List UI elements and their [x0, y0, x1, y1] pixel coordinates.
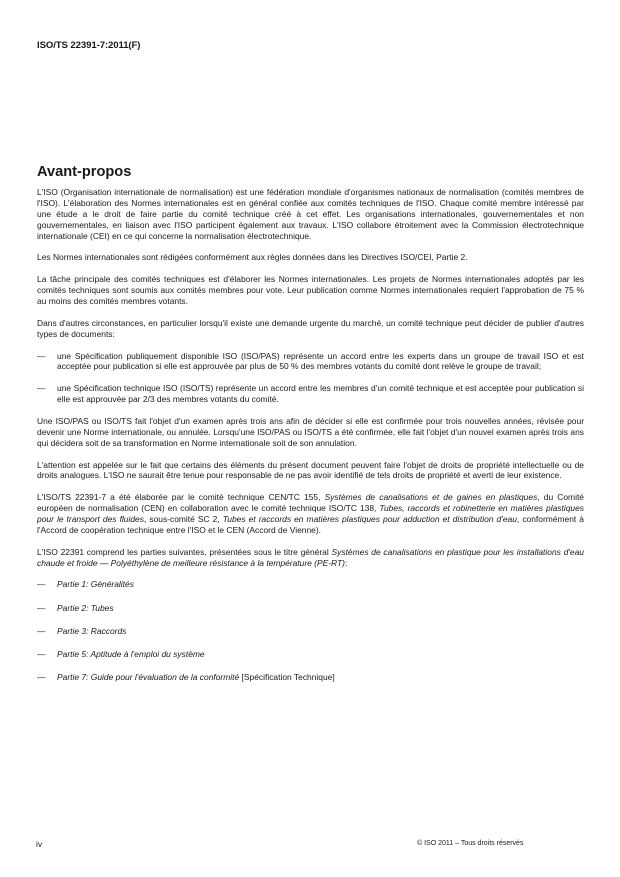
text-run: L'ISO 22391 comprend les parties suivantes, présentées sous le titre général	[37, 546, 332, 557]
part-label: Partie 7: Guide pour l'évaluation de la conformité	[57, 671, 240, 682]
part-label: Partie 2: Tubes	[57, 602, 114, 613]
committee-title: Systèmes de canalisations et de gaines en plastiques	[324, 492, 538, 503]
list-item-iso-ts	[37, 383, 584, 405]
text-run: , conformément à l'Accord de coopération technique entre l'ISO et le CEN (Accord de Vienne).	[37, 514, 584, 535]
dash-bullet: —	[37, 383, 46, 394]
paragraph-iso-intro: L'ISO (Organisation internationale de normalisation) est une fédération mondiale d'organismes nationaux de normalisation (comités membres de l'ISO). L'élaboration des Normes internationales est en général confiée aux comités techniques de l'ISO. Chaque comité membre intéressé par une étude a le droit de faire partie du comité technique créé à cet effet. Les organisations internationales, gouvernementales et non gouvernementales, en liaison avec l'ISO participent également aux travaux. L'ISO collabore étroitement avec la Commission électrotechnique internationale (CEI) en ce qui concerne la normalisation électrotechnique.	[37, 187, 584, 241]
dash-bullet: —	[37, 648, 46, 659]
general-title: Systèmes de canalisations en plastique pour les installations d'eau chaude et froide — Polyéthylène de meilleure résistance à la température (PE-RT)	[37, 546, 584, 568]
text-run: , du Comité européen de normalisation (CEN) en collaboration avec le comité technique ISO/TC 138,	[37, 492, 584, 514]
part-label: Partie 1: Généralités	[57, 579, 134, 590]
subcommittee-title: Tubes et raccords en matières plastiques pour adduction et distribution d'eau	[222, 514, 517, 525]
paragraph-review: Une ISO/PAS ou ISO/TS fait l'objet d'un examen après trois ans afin de décider si elle est confirmée pour trois nouvelles années, révisée pour devenir une Norme internationale, ou annulée. Lorsqu'une ISO/PAS ou ISO/TS a été confirmée, elle fait l'objet d'un nouvel examen après trois ans qui décidera soit de sa transformation en Norme internationale soit de son annulation.	[37, 415, 584, 448]
text-run: :	[344, 557, 348, 568]
paragraph-other-documents: Dans d'autres circonstances, en particulier lorsqu'il existe une demande urgente du marché, un comité technique peut décider de publier d'autres types de documents:	[37, 317, 584, 339]
section-title: Avant-propos	[37, 164, 132, 180]
foreword-body	[37, 187, 584, 695]
committee-title: Tubes, raccords et robinetterie en matières plastiques pour le transport des fluides	[37, 503, 584, 525]
dash-bullet: —	[37, 579, 46, 590]
part-label: Partie 3: Raccords	[57, 625, 127, 636]
paragraph-main-task: La tâche principale des comités techniques est d'élaborer les Normes internationales. Les projets de Normes internationales adoptés par les comités techniques sont soumis aux comités membres pour vote. Leur publication comme Normes internationales requiert l'approbation de 75 % au moins des comités membres votants.	[37, 274, 584, 307]
paragraph-prepared-by	[37, 492, 584, 536]
text-run: L'ISO/TS 22391-7 a été élaborée par le comité technique CEN/TC 155,	[37, 492, 325, 503]
list-item-text: une Spécification technique ISO (ISO/TS) représente un accord entre les membres d'un comité technique et est acceptée pour publication si elle est approuvée par 2/3 des membres votants du comité.	[57, 383, 584, 405]
list-item-part-7	[37, 672, 584, 683]
dash-bullet: —	[37, 602, 46, 613]
copyright-notice: © ISO 2011 – Tous droits réservés	[417, 840, 524, 847]
paragraph-patent-rights: L'attention est appelée sur le fait que certains des éléments du présent document peuvent faire l'objet de droits de propriété intellectuelle ou de droits analogues. L'ISO ne saurait être tenue pour responsable de ne pas avoir identifié de tels droits de propriété et averti de leur existence.	[37, 459, 584, 481]
dash-bullet: —	[37, 671, 46, 682]
list-item-text: une Spécification publiquement disponible ISO (ISO/PAS) représente un accord entre les experts dans un groupe de travail ISO et est acceptée pour publication si elle est approuvée par plus de 50 % des membres votants du comité dont relève le groupe de travail;	[57, 350, 584, 372]
list-item-part-3	[37, 626, 584, 637]
document-id-header: ISO/TS 22391-7:2011(F)	[37, 40, 141, 51]
dash-bullet: —	[37, 625, 46, 636]
page-number: iv	[36, 839, 43, 849]
list-item-iso-pas	[37, 351, 584, 373]
dash-bullet: —	[37, 350, 46, 361]
parts-list	[37, 579, 584, 682]
part-label: Partie 5: Aptitude à l'emploi du système	[57, 648, 205, 659]
list-item-part-5	[37, 649, 584, 660]
list-item-part-2	[37, 603, 584, 614]
text-run: , sous-comité SC 2,	[143, 514, 223, 525]
part-suffix: [Spécification Technique]	[239, 671, 335, 682]
paragraph-parts-intro	[37, 547, 584, 569]
paragraph-directives: Les Normes internationales sont rédigées conformément aux règles données dans les Directives ISO/CEI, Partie 2.	[37, 252, 468, 263]
list-item-part-1	[37, 579, 584, 590]
